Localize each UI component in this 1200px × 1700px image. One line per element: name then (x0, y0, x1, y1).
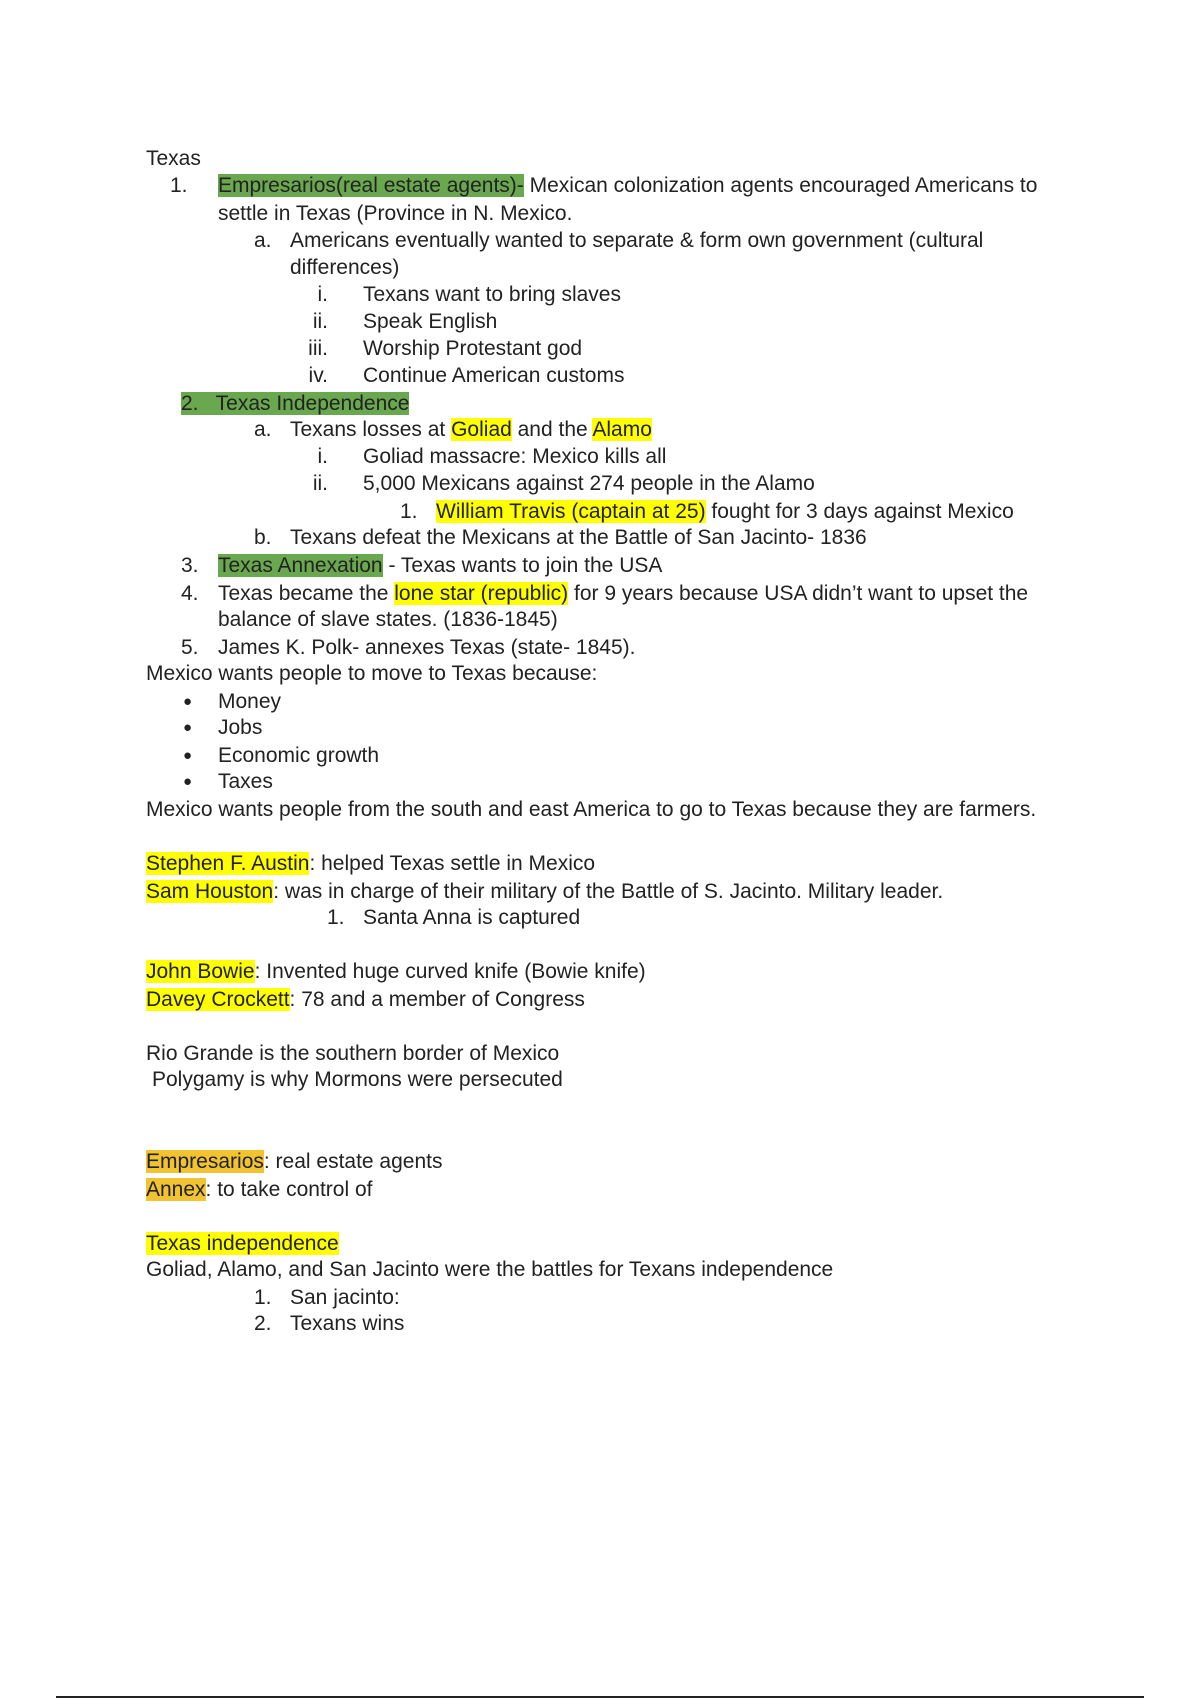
definition-text: : real estate agents (263, 1150, 443, 1173)
paragraph: Rio Grande is the southern border of Mexico (146, 1042, 560, 1065)
definition-bowie (146, 958, 646, 985)
list-marker: 2. (254, 1312, 272, 1335)
item-text: fought for 3 days against Mexico (705, 500, 1014, 523)
list-item: Speak English (363, 310, 498, 333)
highlight-term: Annex (146, 1178, 206, 1201)
sub-item-text: Americans eventually wanted to separate & form own government (cultural (290, 229, 984, 252)
highlight-term: Davey Crockett (146, 988, 290, 1011)
item-text: and the (511, 418, 593, 441)
vocab-annex (146, 1176, 372, 1203)
list-marker: 5. (181, 636, 199, 659)
item-text: Mexican colonization agents encouraged Americans to (523, 174, 1038, 197)
list-item: Texans wins (290, 1312, 405, 1335)
list-item: Texans want to bring slaves (363, 283, 621, 306)
doc-title: Texas (146, 147, 201, 170)
list-item: Goliad massacre: Mexico kills all (363, 445, 667, 468)
list-marker: a. (254, 229, 272, 252)
list-marker: iii. (308, 337, 328, 360)
list-marker: 4. (181, 582, 199, 605)
sub-item-losses (290, 416, 652, 443)
definition-text: : Invented huge curved knife (Bowie knife) (254, 960, 646, 983)
highlight-term: Texas independence (146, 1232, 339, 1255)
definition-crockett (146, 986, 585, 1013)
list-item-annexation (218, 552, 662, 579)
highlight-term: Empresarios(real estate agents)- (218, 174, 524, 197)
list-marker: b. (254, 526, 272, 549)
sub-item-text: Texans defeat the Mexicans at the Battle of San Jacinto- 1836 (290, 526, 867, 549)
list-marker: a. (254, 418, 272, 441)
paragraph: Goliad, Alamo, and San Jacinto were the battles for Texans independence (146, 1258, 834, 1281)
highlight-term: Stephen F. Austin (146, 852, 310, 875)
vocab-empresarios (146, 1148, 443, 1175)
list-item: San jacinto: (290, 1286, 400, 1309)
list-item: James K. Polk- annexes Texas (state- 1845). (218, 636, 636, 659)
list-marker: i. (317, 445, 328, 468)
item-text: - Texas wants to join the USA (382, 554, 663, 577)
list-marker: ii. (312, 472, 328, 495)
definition-austin (146, 850, 595, 877)
highlight-term: Texas Annexation (218, 554, 383, 577)
list-item-empresarios (218, 172, 1037, 199)
list-marker: ii. (312, 310, 328, 333)
bullet-icon: ● (183, 773, 193, 790)
highlight-term: William Travis (captain at 25) (436, 500, 706, 523)
highlight-alamo: Alamo (592, 418, 652, 441)
bullet-item: Jobs (218, 716, 263, 739)
item-text: Texans losses at (290, 418, 452, 441)
bullet-icon: ● (183, 693, 193, 710)
list-item-texas-independence (181, 390, 409, 417)
list-item: Continue American customs (363, 364, 625, 387)
paragraph: Mexico wants people from the south and east America to go to Texas because they are farmers. (146, 798, 1037, 821)
list-marker: 1. (327, 906, 345, 929)
item-text: Texas became the (218, 582, 395, 605)
list-marker: 1. (400, 500, 418, 523)
list-marker: i. (317, 283, 328, 306)
list-marker: 1. (170, 174, 188, 197)
definition-text: : to take control of (205, 1178, 373, 1201)
list-item-lone-star (218, 580, 1028, 607)
paragraph: Mexico wants people to move to Texas because: (146, 662, 598, 685)
section-heading (146, 1230, 339, 1257)
definition-text: : 78 and a member of Congress (289, 988, 585, 1011)
list-marker: 1. (254, 1286, 272, 1309)
highlight-goliad: Goliad (451, 418, 512, 441)
bullet-item: Taxes (218, 770, 273, 793)
bullet-item: Economic growth (218, 744, 380, 767)
item-text-continued: balance of slave states. (1836-1845) (218, 608, 558, 631)
list-item: Santa Anna is captured (363, 906, 581, 929)
list-item: Worship Protestant god (363, 337, 583, 360)
paragraph: Polygamy is why Mormons were persecuted (152, 1068, 563, 1091)
list-marker: 3. (181, 554, 199, 577)
list-marker: iv. (308, 364, 328, 387)
definition-text: : helped Texas settle in Mexico (309, 852, 596, 875)
bullet-icon: ● (183, 719, 193, 736)
item-text-continued: settle in Texas (Province in N. Mexico. (218, 202, 573, 225)
list-item-william-travis (436, 498, 1014, 525)
list-item: 5,000 Mexicans against 274 people in the Alamo (363, 472, 815, 495)
definition-text: : was in charge of their military of the Battle of S. Jacinto. Military leader. (273, 880, 944, 903)
bullet-item: Money (218, 690, 282, 713)
highlight-term: 2. Texas Independence (181, 392, 410, 415)
bullet-icon: ● (183, 747, 193, 764)
item-text: for 9 years because USA didn’t want to upset the (568, 582, 1029, 605)
page-bottom-rule (56, 1696, 1144, 1698)
highlight-term: Sam Houston (146, 880, 274, 903)
highlight-term: lone star (republic) (394, 582, 569, 605)
sub-item-text-continued: differences) (290, 256, 400, 279)
highlight-term: John Bowie (146, 960, 255, 983)
definition-houston (146, 878, 943, 905)
highlight-term: Empresarios (146, 1150, 264, 1173)
